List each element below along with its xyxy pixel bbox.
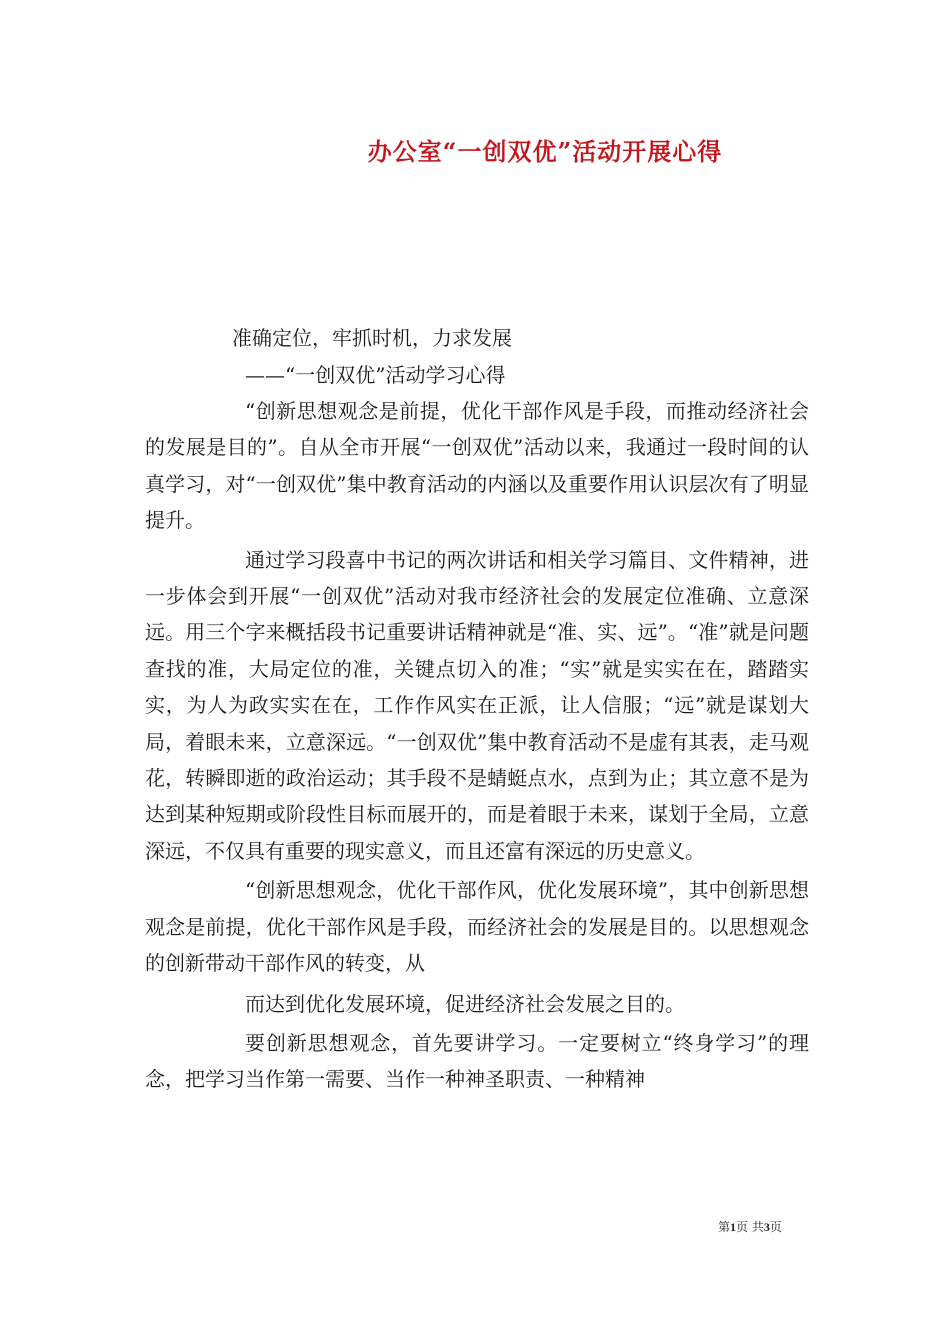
- paragraph-4: 要创新思想观念，首先要讲学习。一定要树立“终身学习”的理念，把学习当作第一需要、当作一种神圣职责、一种精神: [145, 1030, 809, 1092]
- document-title: 办公室“一创双优”活动开展心得: [367, 137, 723, 166]
- footer-page-number: 1: [730, 1220, 737, 1234]
- page-footer: [718, 1218, 782, 1235]
- paragraph-3: “创新思想观念，优化干部作风，优化发展环境”，其中创新思想观念是前提，优化干部作风是手段，而经济社会的发展是目的。以思想观念的创新带动干部作风的转变，从: [145, 878, 809, 976]
- subtitle-secondary: ——“一创双优”活动学习心得: [245, 363, 506, 387]
- subtitle-main: 准确定位，牢抓时机，力求发展: [232, 326, 512, 350]
- document-body: [145, 393, 809, 1098]
- footer-total-pages: 3: [763, 1220, 770, 1234]
- footer-middle: 页 共: [736, 1220, 764, 1234]
- paragraph-2: 通过学习段喜中书记的两次讲话和相关学习篇目、文件精神，进一步体会到开展“一创双优”活动对我市经济社会的发展定位准确、立意深远。用三个字来概括段书记重要讲话精神就是“准、实、远”。“准”就是问题查找的准，大局定位的准，关键点切入的准；“实”就是实实在在，踏踏实实，为人为政实实在在，工作作风实在正派，让人信服；“远”就是谋划大局，着眼未来，立意深远。“一创双优”集中教育活动不是虚有其表，走马观花，转瞬即逝的政治运动；其手段不是蜻蜓点水，点到为止；其立意不是为达到某种短期或阶段性目标而展开的，而是着眼于未来，谋划于全局，立意深远，不仅具有重要的现实意义，而且还富有深远的历史意义。: [145, 547, 809, 863]
- paragraph-1: “创新思想观念是前提，优化干部作风是手段，而推动经济社会的发展是目的”。自从全市开展“一创双优”活动以来，我通过一段时间的认真学习，对“一创双优”集中教育活动的内涵以及重要作用认识层次有了明显提升。: [145, 399, 809, 533]
- footer-prefix: 第: [718, 1220, 731, 1234]
- paragraph-3-continued: 而达到优化发展环境，促进经济社会发展之目的。: [245, 991, 685, 1016]
- footer-suffix: 页: [769, 1220, 782, 1234]
